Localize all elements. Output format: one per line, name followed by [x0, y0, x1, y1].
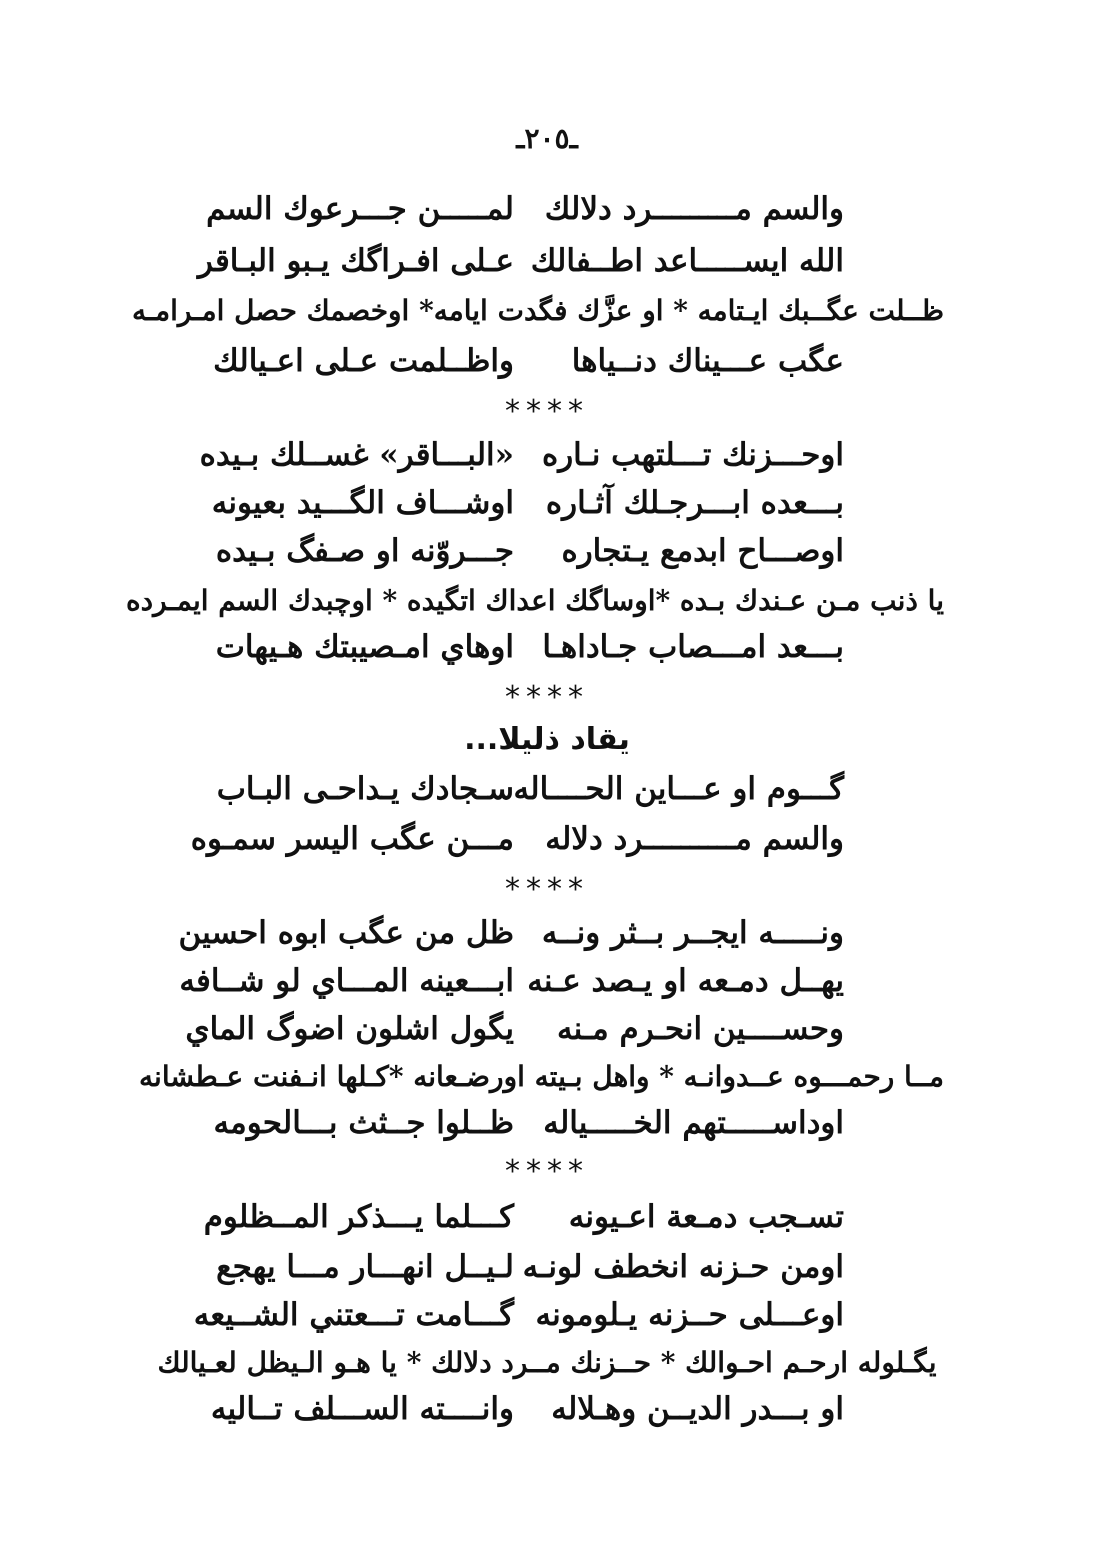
couplet-first-hemistich: مـــن عگب اليسر سمـوه [190, 821, 514, 857]
poem-couplet [0, 624, 1094, 670]
section-separator: **** [505, 1154, 589, 1189]
couplet-first-hemistich: جـــروّنه او صـفگ بـيده [215, 533, 514, 569]
couplet-first-hemistich: كـــلما يـــذكر المــظلوم [203, 1199, 514, 1235]
couplet-second-hemistich: اوعـــلى حــزنه يـلومونه [535, 1297, 844, 1333]
couplet-second-hemistich: گـــوم او عـــاين الحــــاله [513, 771, 844, 807]
poem-full-line: مــا رحمـــوه عــدوانـه * واهل بـيته اورضـعانه *كـلها انـفنت عـطشانه [139, 1060, 944, 1093]
section-separator: **** [505, 872, 589, 907]
couplet-second-hemistich: والسم مـــــــــرد دلالك [544, 191, 844, 227]
section-separator: **** [505, 680, 589, 715]
couplet-first-hemistich: «البـــاقر» غســلك بـيده [199, 437, 514, 473]
couplet-second-hemistich: اوحـــزنك تـــلتهب نـاره [541, 437, 844, 473]
poem-couplet [0, 958, 1094, 1004]
section-heading: يقاد ذليلا... [464, 722, 630, 757]
couplet-first-hemistich: لمـــــن جـــرعوك السم [206, 191, 514, 227]
couplet-first-hemistich: اوهاي امـصيبتك هـيهات [215, 629, 514, 665]
poem-couplet [0, 338, 1094, 384]
couplet-second-hemistich: عگب عـــيناك دنــياها [571, 343, 844, 379]
couplet-first-hemistich: گـــامت تـــعتني الشــيعه [193, 1297, 514, 1333]
poem-couplet [0, 238, 1094, 284]
couplet-second-hemistich: ونـــــه ايجــر بــثر ونــه [541, 915, 844, 951]
poem-couplet [0, 1006, 1094, 1052]
poem-couplet [0, 1194, 1094, 1240]
poem-couplet [0, 910, 1094, 956]
poem-couplet [0, 186, 1094, 232]
poem-couplet [0, 1244, 1094, 1290]
couplet-first-hemistich: واظــلمت عـلى اعـيالك [213, 343, 514, 379]
poem-couplet [0, 1100, 1094, 1146]
couplet-second-hemistich: بـــعده ابـــرجـلك آثـاره [545, 485, 844, 521]
poem-couplet [0, 1386, 1094, 1432]
poem-couplet [0, 816, 1094, 862]
poem-couplet [0, 432, 1094, 478]
couplet-second-hemistich: اوصـــاح ابدمع يـتجاره [561, 533, 844, 569]
page-number: ـ٢٠٥ـ [516, 122, 578, 155]
couplet-first-hemistich: يگول اشلون اضوگ الماي [185, 1011, 514, 1047]
couplet-second-hemistich: وحســــين انحـرم مـنه [557, 1011, 844, 1047]
couplet-second-hemistich: بـــعد امـــصاب جـاداهـا [542, 629, 844, 665]
poem-couplet [0, 766, 1094, 812]
couplet-second-hemistich: والسم مــــــــــرد دلاله [545, 821, 844, 857]
poem-full-line: يگـلوله ارحـم احـوالك * حــزنك مــرد دلالك * يا هـو الـيظل لعـيالك [157, 1346, 937, 1379]
couplet-first-hemistich: ظل من عگب ابوه احسين [178, 915, 514, 951]
couplet-first-hemistich: اوشـــاف الگـــيد بعيونه [211, 485, 514, 521]
couplet-second-hemistich: الله ايســـــاعد اطــفالك [530, 243, 844, 279]
couplet-first-hemistich: وانــــته الســـلف تــاليه [210, 1391, 514, 1427]
couplet-second-hemistich: او بـــدر الديــن وهـلاله [551, 1391, 844, 1427]
couplet-first-hemistich: ابـــعينه المـــاي لو شــافه [179, 963, 514, 999]
couplet-first-hemistich: سـجادك يـداحـى البـاب [216, 771, 514, 807]
couplet-first-hemistich: عـلى افـراگك يـبو البـاقر [197, 243, 514, 279]
couplet-second-hemistich: اومن حـزنه انخطف لونـه [522, 1249, 844, 1285]
poem-couplet [0, 528, 1094, 574]
poem-couplet [0, 1292, 1094, 1338]
section-separator: **** [505, 394, 589, 429]
poem-full-line: يا ذنب مـن عـندك بـده *اوساگك اعداك اتگيده * اوچبدك السم ايمـرده [125, 584, 944, 617]
couplet-first-hemistich: ظــلوا جــثث بـــالحومه [213, 1105, 514, 1141]
couplet-first-hemistich: لـيــل انهـــار مـــا يهجع [216, 1249, 514, 1285]
couplet-second-hemistich: اوداســـــتهم الخـــــياله [543, 1105, 844, 1141]
couplet-second-hemistich: يهــل دمـعه او يـصد عـنه [527, 963, 844, 999]
poem-full-line: ظــلت عگــبك ايـتامه * او عزَّك فگدت ايامه* اوخصمك حصل امـرامـه [131, 294, 944, 327]
couplet-second-hemistich: تسـجب دمـعة اعـيونه [568, 1199, 844, 1235]
poem-couplet [0, 480, 1094, 526]
